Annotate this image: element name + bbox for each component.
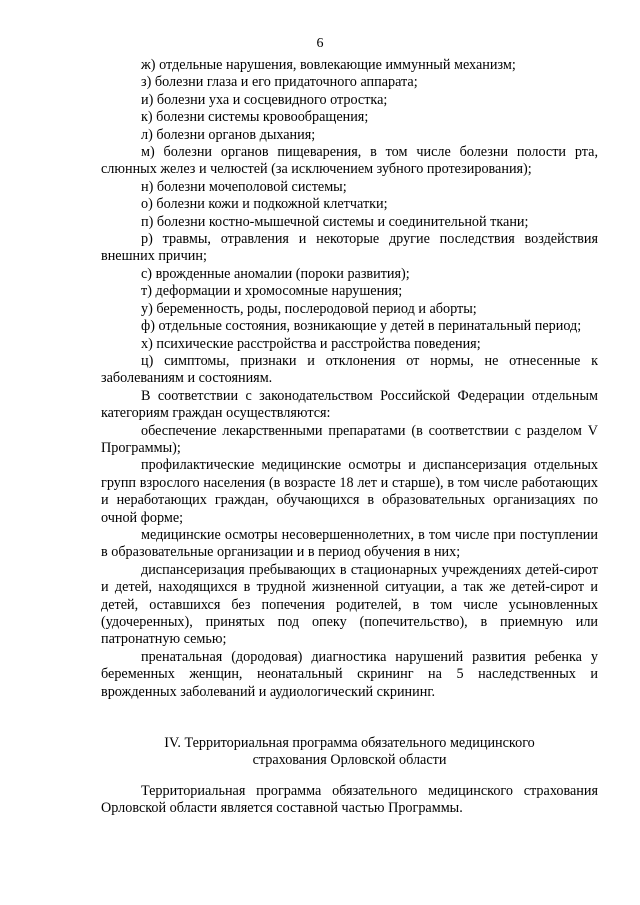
section-heading-line2: страхования Орловской области: [252, 752, 447, 769]
list-item-r: р) травмы, отравления и некоторые другие последствия воздействия внешних причин;: [101, 231, 598, 265]
list-item-l: л) болезни органов дыхания;: [141, 126, 316, 143]
section-heading-line1: IV. Территориальная программа обязательного медицинского: [164, 735, 535, 751]
list-item-zh: ж) отдельные нарушения, вовлекающие иммунный механизм;: [141, 57, 516, 73]
list-item-k: к) болезни системы кровообращения;: [141, 109, 369, 126]
section-heading: [101, 735, 598, 770]
paragraph-medication: обеспечение лекарственными препаратами (в соответствии с разделом V Программы);: [101, 422, 598, 456]
page-number: 6: [316, 36, 324, 51]
list-item-s: с) врожденные аномалии (пороки развития);: [141, 265, 410, 282]
list-item-ts: ц) симптомы, признаки и отклонения от нормы, не отнесенные к заболеваниям и состояниям.: [101, 352, 598, 387]
list-item-kh: х) психические расстройства и расстройства поведения;: [141, 335, 481, 352]
final-paragraph: Территориальная программа обязательного медицинского страхования Орловской области является составной частью Программы.: [101, 783, 598, 817]
paragraph-minor-exams: медицинские осмотры несовершеннолетних, в том числе при поступлении в образовательные организации и в период обучения в них;: [101, 526, 598, 561]
list-item-u: у) беременность, роды, послеродовой период и аборты;: [141, 300, 477, 317]
body-text: [101, 57, 598, 701]
list-item-m: м) болезни органов пищеварения, в том числе болезни полости рта, слюнных желез и челюстей (за исключением зубного протезирования);: [101, 144, 598, 178]
paragraph-categories: В соответствии с законодательством Российской Федерации отдельным категориям граждан осуществляются:: [101, 387, 598, 422]
list-item-n: н) болезни мочеполовой системы;: [141, 178, 347, 195]
paragraph-orphan-dispensary: диспансеризация пребывающих в стационарных учреждениях детей-сирот и детей, находящихся в трудной жизненной ситуации, а так же детей-сирот и детей, оставшихся без попечения родителей, в том числе усыновленных (удочеренных), принятых под опеку (попечительство), в приемную или патронатную семью;: [101, 561, 598, 648]
final-paragraph-block: [101, 783, 598, 818]
list-item-o: о) болезни кожи и подкожной клетчатки;: [141, 196, 388, 213]
list-item-t: т) деформации и хромосомные нарушения;: [141, 283, 403, 300]
list-item-z: з) болезни глаза и его придаточного аппарата;: [141, 74, 418, 91]
list-item-i: и) болезни уха и сосцевидного отростка;: [141, 91, 388, 108]
paragraph-prenatal: пренатальная (дородовая) диагностика нарушений развития ребенка у беременных женщин, неонатальный скрининг на 5 наследственных и врожденных заболеваний и аудиологический скрининг.: [101, 648, 598, 700]
paragraph-preventive-exams: профилактические медицинские осмотры и диспансеризация отдельных групп взрослого населения (в возрасте 18 лет и старше), в том числе работающих и неработающих граждан, обучающихся в образовательных организациях по очной форме;: [101, 457, 598, 526]
list-item-p: п) болезни костно-мышечной системы и соединительной ткани;: [141, 213, 529, 230]
list-item-f: ф) отдельные состояния, возникающие у детей в перинатальный период;: [141, 318, 582, 335]
